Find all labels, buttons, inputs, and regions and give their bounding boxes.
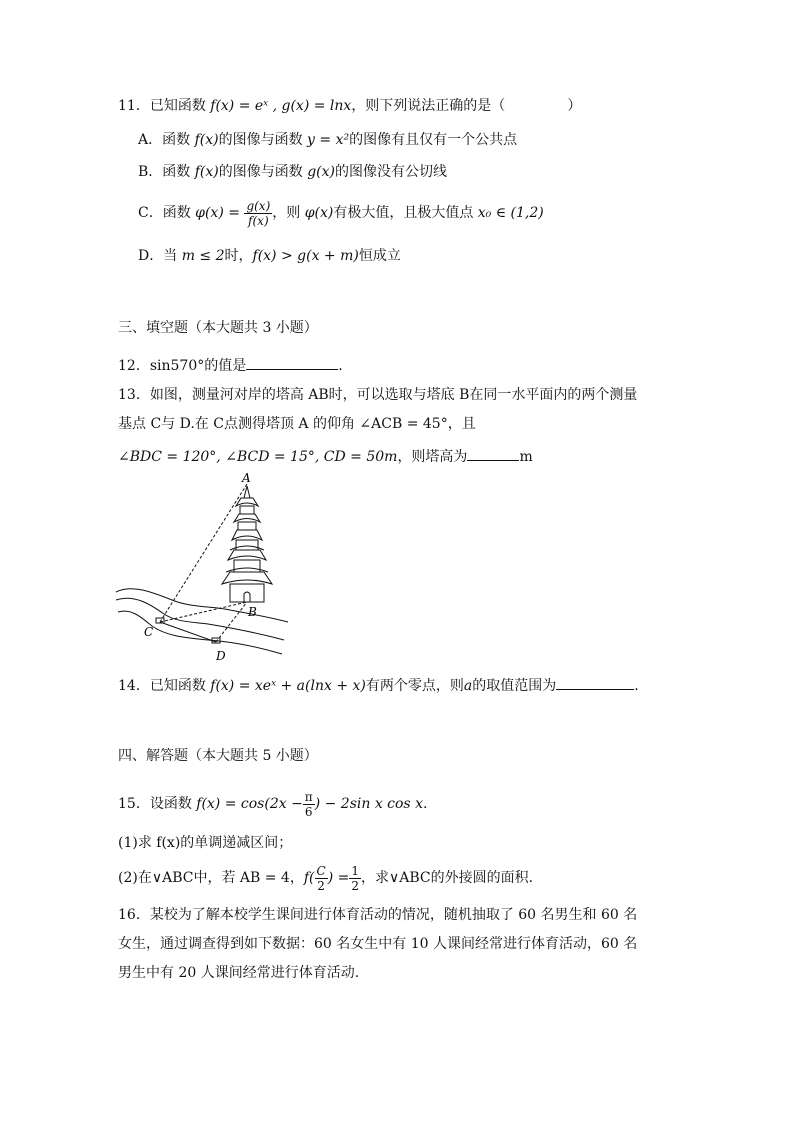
q14 [118, 675, 639, 696]
option-label: B．函数 [138, 164, 195, 180]
option-label: D．当 [138, 248, 182, 264]
fraction-numerator: 1 [351, 863, 359, 878]
q13-line3-math: ∠BDC = 120°, ∠BCD = 15°, CD = 50m [118, 449, 398, 465]
line-cb [160, 602, 247, 622]
q16-line2: 女生，通过调查得到如下数据：60 名女生中有 10 人课间经常进行体育活动，60 名 [118, 936, 638, 952]
option-math: f(x) > g(x + m) [252, 248, 359, 264]
q13-unit: m [519, 449, 533, 465]
pagoda-spire [244, 486, 250, 498]
option-text: 的图像与函数 [218, 132, 308, 148]
option-label: C．函数 [138, 205, 196, 221]
q14-suffix: 的取值范围为 [472, 678, 557, 694]
q12-prefix: 12． [118, 358, 150, 374]
option-text: 时， [224, 248, 253, 264]
q11-stem-suffix: ，则下列说法正确的是（ [351, 98, 506, 114]
fraction-denominator: 2 [317, 878, 325, 893]
q13-line2: 基点 C与 D.在 C点测得塔顶 A 的仰角 ∠ACB = 45°，且 [118, 416, 476, 432]
pagoda-tier-1 [234, 560, 260, 572]
q15-sub2-math: f( [303, 870, 315, 886]
label-d: D [216, 649, 226, 663]
label-c: C [144, 625, 154, 639]
option-math: g(x) [307, 164, 335, 180]
q13-line3 [118, 446, 533, 467]
q11-stem [118, 96, 581, 116]
q15-fraction [303, 790, 315, 819]
option-text: 的图像与函数 [218, 164, 308, 180]
section-heading-fill-in: 三、填空题（本大题共 3 小题） [118, 320, 318, 336]
option-math: x₀ ∈ (1,2) [477, 205, 544, 221]
option-math: f(x) [194, 164, 219, 180]
pagoda-roof-2 [226, 568, 268, 572]
q13-line3-suffix: ，则塔高为 [397, 449, 468, 465]
pagoda-roof-3 [228, 550, 266, 560]
pagoda-tier-2 [236, 540, 258, 550]
q13-line1: 13．如图，测量河对岸的塔高 AB时，可以选取与塔底 B在同一水平面内的两个测量 [118, 387, 638, 403]
line-cd [160, 622, 216, 642]
q16-line3: 男生中有 20 人课间经常进行体育活动. [118, 965, 360, 981]
q12-answer-blank [246, 355, 338, 370]
pagoda-roof-1 [222, 572, 272, 584]
q15-math: ) − 2sin x cos x [314, 796, 423, 812]
q15-sub2-prefix: (2)在∨ABC中，若 AB = 4， [118, 870, 304, 886]
q11-option-d [138, 246, 401, 266]
q15-end: . [422, 796, 428, 812]
river-bank-near [118, 611, 282, 654]
label-b: B [248, 605, 257, 619]
pagoda-roof-5 [232, 530, 262, 540]
q12 [118, 355, 343, 376]
option-fraction [244, 199, 272, 228]
q11-stem-math: f(x) = eˣ , g(x) = lnx [210, 98, 352, 114]
q13-answer-blank [467, 446, 519, 461]
pagoda-base [230, 584, 264, 602]
q14-mid: 有两个零点，则 [365, 678, 464, 694]
pagoda-tier-3 [238, 522, 256, 530]
fraction-numerator: π [304, 789, 313, 804]
pagoda-figure [112, 472, 292, 668]
option-text: 恒成立 [358, 248, 401, 264]
q16-line1: 16．某校为了解本校学生课间进行体育活动的情况，随机抽取了 60 名男生和 60 名 [118, 907, 638, 923]
option-math: y = x² [307, 132, 350, 148]
option-math: φ(x) = [195, 205, 240, 221]
fraction-denominator: f(x) [248, 213, 269, 228]
river-bank-upper [116, 589, 288, 622]
fraction-numerator: g(x) [246, 198, 271, 213]
label-a: A [242, 472, 251, 485]
option-math: m ≤ 2 [181, 248, 225, 264]
option-text: ，则 [272, 205, 305, 221]
q15-sub2 [118, 862, 543, 894]
q12-math: sin570° [149, 358, 205, 374]
line-ca [160, 484, 247, 622]
option-label: A．函数 [138, 132, 195, 148]
q15-sub2-fraction [315, 864, 328, 893]
option-math: φ(x) [304, 205, 334, 221]
option-math: f(x) [194, 132, 219, 148]
q15-sub2-math: ) = [327, 870, 350, 886]
q14-end: . [634, 678, 639, 694]
q12-suffix: 的值是 [204, 358, 247, 374]
q14-answer-blank [556, 675, 634, 690]
q15-stem [118, 788, 427, 820]
q15-math: f(x) = cos(2x − [196, 796, 303, 812]
q15-sub2-fraction2 [349, 864, 361, 893]
q15-prefix: 15．设函数 [118, 796, 197, 812]
river-bank-lower [116, 598, 284, 640]
q15-sub1: (1)求 f(x)的单调递减区间； [118, 835, 293, 851]
q14-prefix: 14．已知函数 [118, 678, 211, 694]
fraction-numerator: C [316, 863, 326, 878]
pagoda-tier-4 [240, 506, 254, 514]
fraction-denominator: 6 [304, 804, 313, 819]
pagoda-roof-7 [236, 498, 258, 506]
section-heading-solutions: 四、解答题（本大题共 5 小题） [118, 748, 318, 764]
q11-option-b [138, 162, 447, 182]
q11-option-c [138, 196, 544, 230]
fraction-denominator: 2 [351, 878, 359, 893]
q14-math: f(x) = xeˣ + a(lnx + x) [210, 678, 366, 694]
q11-stem-close: ） [567, 98, 582, 114]
q15-sub2-suffix: ，求∨ABC的外接圆的面积． [360, 870, 543, 886]
q11-stem-prefix: 11．已知函数 [118, 98, 211, 114]
q12-end: . [338, 358, 343, 374]
pagoda-roof-6 [234, 514, 260, 522]
pagoda-roof-4 [230, 546, 264, 550]
q11-option-a [138, 130, 517, 150]
option-text: 的图像没有公切线 [335, 164, 447, 180]
q14-var: a [463, 678, 473, 694]
option-text: 的图像有且仅有一个公共点 [349, 132, 518, 148]
pagoda-door-icon [244, 592, 250, 602]
option-text: 有极大值，且极大值点 [333, 205, 478, 221]
